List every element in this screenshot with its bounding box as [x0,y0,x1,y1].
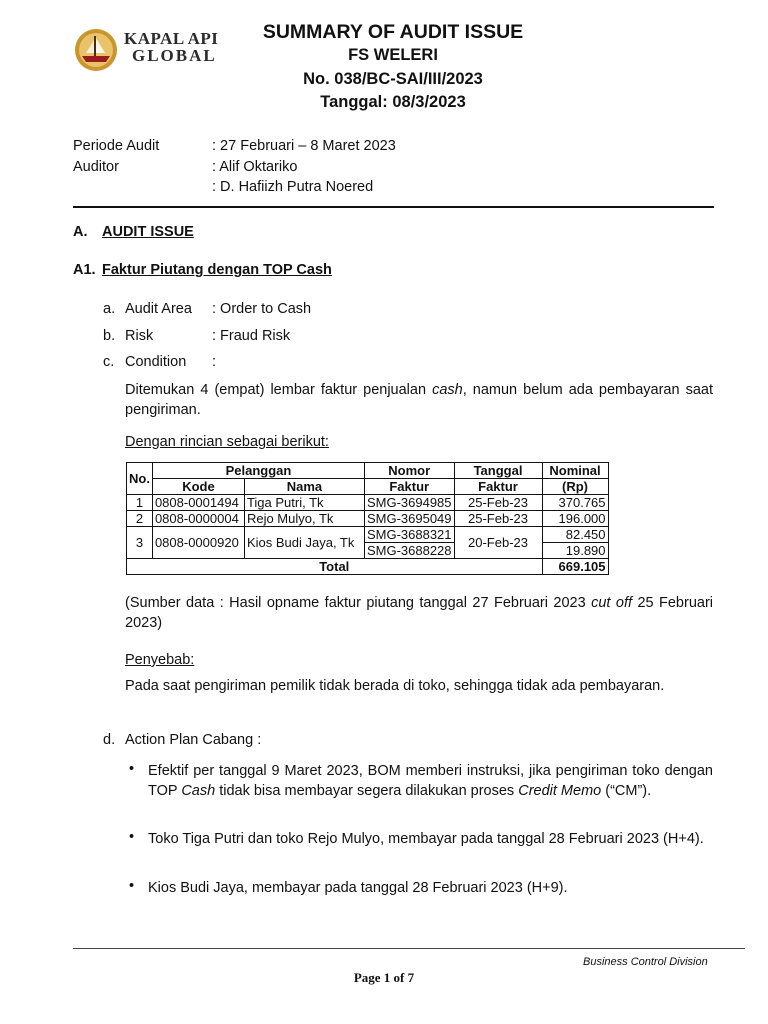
total-label: Total [127,559,543,575]
source-note: (Sumber data : Hasil opname faktur piutang tanggal 27 Februari 2023 cut off 25 Februari 2023) [125,595,713,631]
col-faktur: Faktur [364,479,454,495]
cell-kode: 0808-0000920 [152,527,244,559]
auditor-name-1: : Alif Oktariko [212,159,298,175]
audit-area-value: : Order to Cash [212,301,312,317]
cell-faktur: SMG-3695049 [364,511,454,527]
ship-emblem-icon [72,26,120,74]
cell-tanggal: 25-Feb-23 [454,511,542,527]
issue-code: A1. [73,262,96,278]
cell-nominal: 82.450 [542,527,608,543]
total-value: 669.105 [542,559,608,575]
item-c-key: c. [103,354,115,370]
footer-division: Business Control Division [583,956,708,968]
col-tanggal: Tanggal [454,463,542,479]
document-number: No. 038/BC-SAI/III/2023 [303,70,483,88]
cell-faktur: SMG-3688228 [364,543,454,559]
header-divider [73,206,714,208]
table-header-row [127,463,609,479]
col-nama: Nama [244,479,364,495]
table-subheader-row [127,479,609,495]
col-pelanggan: Pelanggan [152,463,364,479]
cell-kode: 0808-0000004 [152,511,244,527]
cell-tanggal: 25-Feb-23 [454,495,542,511]
action-plan-label: Action Plan Cabang : [125,732,262,748]
item-a-key: a. [103,301,116,317]
issue-title: Faktur Piutang dengan TOP Cash [102,262,332,278]
document-title: SUMMARY OF AUDIT ISSUE [262,21,524,43]
col-kode: Kode [152,479,244,495]
cell-nominal: 370.765 [542,495,608,511]
document-subtitle: FS WELERI [348,46,438,64]
action-bullet-3: Kios Budi Jaya, membayar pada tanggal 28 Februari 2023 (H+9). [148,880,568,896]
col-rp: (Rp) [542,479,608,495]
cell-no: 3 [127,527,153,559]
auditor-label: Auditor [73,159,119,175]
action-bullet-2: Toko Tiga Putri dan toko Rejo Mulyo, membayar pada tanggal 28 Februari 2023 (H+4). [148,831,704,847]
cell-faktur: SMG-3688321 [364,527,454,543]
action-bullet-1: Efektif per tanggal 9 Maret 2023, BOM memberi instruksi, jika pengiriman toko dengan TOP Cash tidak bisa membayar segera dilakukan proses Credit Memo (“CM”). [148,763,713,799]
col-no: No. [127,463,153,495]
cell-faktur: SMG-3694985 [364,495,454,511]
cause-heading: Penyebab: [125,652,195,668]
bullet-icon: • [129,761,135,777]
cell-no: 2 [127,511,153,527]
table-row [127,511,609,527]
footer-divider [73,948,745,949]
cell-nominal: 196.000 [542,511,608,527]
document-date: Tanggal: 08/3/2023 [320,93,466,111]
condition-label: Condition [125,354,187,370]
col-tfaktur: Faktur [454,479,542,495]
page-number: Page 1 of 7 [353,970,415,985]
risk-value: : Fraud Risk [212,328,291,344]
risk-label: Risk [125,328,154,344]
section-title: AUDIT ISSUE [102,224,194,240]
table-row [127,495,609,511]
bullet-icon: • [129,878,135,894]
condition-colon: : [212,354,217,370]
cell-kode: 0808-0001494 [152,495,244,511]
cell-no: 1 [127,495,153,511]
section-letter: A. [73,224,88,240]
cell-nama: Tiga Putri, Tk [244,495,364,511]
periode-label: Periode Audit [73,138,160,154]
table-row [127,527,609,543]
item-d-key: d. [103,732,116,748]
table-total-row [127,559,609,575]
periode-value: : 27 Februari – 8 Maret 2023 [212,138,396,154]
detail-heading: Dengan rincian sebagai berikut: [125,434,329,450]
bullet-icon: • [129,829,135,845]
receivables-table [126,462,609,575]
logo-wordmark: KAPAL API GLOBAL [124,29,219,65]
col-nomor: Nomor [364,463,454,479]
item-b-key: b. [103,328,116,344]
cell-nama: Rejo Mulyo, Tk [244,511,364,527]
audit-area-label: Audit Area [125,301,192,317]
cell-nama: Kios Budi Jaya, Tk [244,527,364,559]
condition-text: Ditemukan 4 (empat) lembar faktur penjualan cash, namun belum ada pembayaran saat pengiriman. [125,382,713,418]
cause-text: Pada saat pengiriman pemilik tidak berada di toko, sehingga tidak ada pembayaran. [125,678,665,694]
cell-nominal: 19.890 [542,543,608,559]
auditor-name-2: : D. Hafiizh Putra Noered [212,179,374,195]
cell-tanggal: 20-Feb-23 [454,527,542,559]
col-nominal: Nominal [542,463,608,479]
